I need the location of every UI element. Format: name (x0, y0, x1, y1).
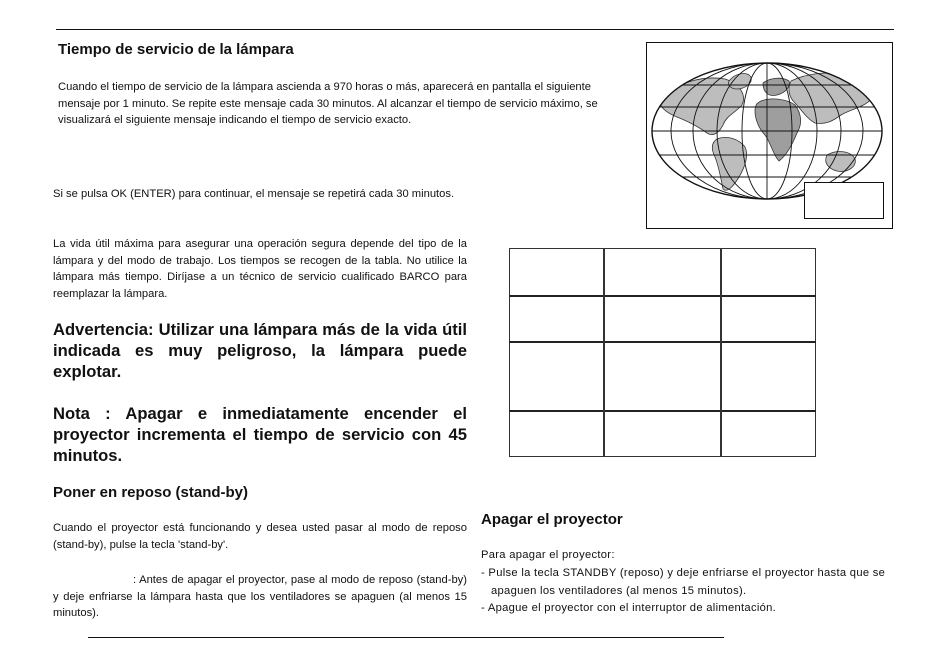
table-row (510, 342, 816, 411)
ok-note: Si se pulsa OK (ENTER) para continuar, el mensaje se repetirá cada 30 minutos. (53, 188, 455, 200)
bottom-rule (88, 637, 724, 638)
table-cell (721, 296, 816, 342)
table-cell (604, 249, 721, 296)
table-cell (721, 342, 816, 411)
standby-caution-text: : Antes de apagar el proyector, pase al modo de reposo (stand-by) y deje enfriarse la lámpara hasta que los ventiladores se apaguen (al menos 15 minutos). (53, 574, 467, 619)
life-note: La vida útil máxima para asegurar una operación segura depende del tipo de la lámpara y del modo de trabajo. Los tiempos se recogen de la tabla. No utilice la lámpara más tiempo. Diríjase a un técnico de servicio cualificado BARCO para reemplazar la lámpara. (53, 238, 467, 300)
table-cell (510, 296, 605, 342)
table-cell (510, 249, 605, 296)
standby-paragraph: Cuando el proyector está funcionando y desea usted pasar al modo de reposo (stand-by), pulse la tecla 'stand-by'. (53, 522, 467, 551)
shutdown-steps (481, 565, 886, 618)
shutdown-section-title: Apagar el proyector (481, 511, 623, 528)
standby-caution (53, 572, 467, 622)
lamp-life-table (509, 248, 816, 457)
table-cell (721, 411, 816, 457)
lamp-paragraph: Cuando el tiempo de servicio de la lámpara ascienda a 970 horas o más, aparecerá en pantalla el siguiente mensaje por 1 minuto. Se repite este mensaje cada 30 minutos. Al alcanzar el tiempo de servicio máximo, se visualizará el siguiente mensaje indicando el tiempo de servicio exacto. (58, 81, 598, 126)
standby-section-title: Poner en reposo (stand-by) (53, 484, 249, 501)
list-item: - Pulse la tecla STANDBY (reposo) y deje enfriarse el proyector hasta que se apaguen los ventiladores (al menos 15 minutos). (481, 567, 886, 597)
table-cell (604, 342, 721, 411)
table-cell (510, 411, 605, 457)
world-map-figure (646, 42, 893, 229)
list-item: - Apague el proyector con el interruptor de alimentación. (481, 602, 777, 614)
lamp-section-title: Tiempo de servicio de la lámpara (58, 41, 294, 58)
warning-text: Advertencia: Utilizar una lámpara más de la vida útil indicada es muy peligroso, la lámpara puede explotar. (53, 320, 467, 381)
shutdown-intro: Para apagar el proyector: (481, 549, 615, 561)
map-legend-box (804, 182, 884, 219)
top-rule (56, 29, 894, 30)
note-text: Nota : Apagar e inmediatamente encender el proyector incrementa el tiempo de servicio con 45 minutos. (53, 404, 467, 465)
table-cell (510, 342, 605, 411)
table-row (510, 411, 816, 457)
table-cell (604, 411, 721, 457)
table-row (510, 249, 816, 296)
table-cell (604, 296, 721, 342)
table-cell (721, 249, 816, 296)
table-row (510, 296, 816, 342)
